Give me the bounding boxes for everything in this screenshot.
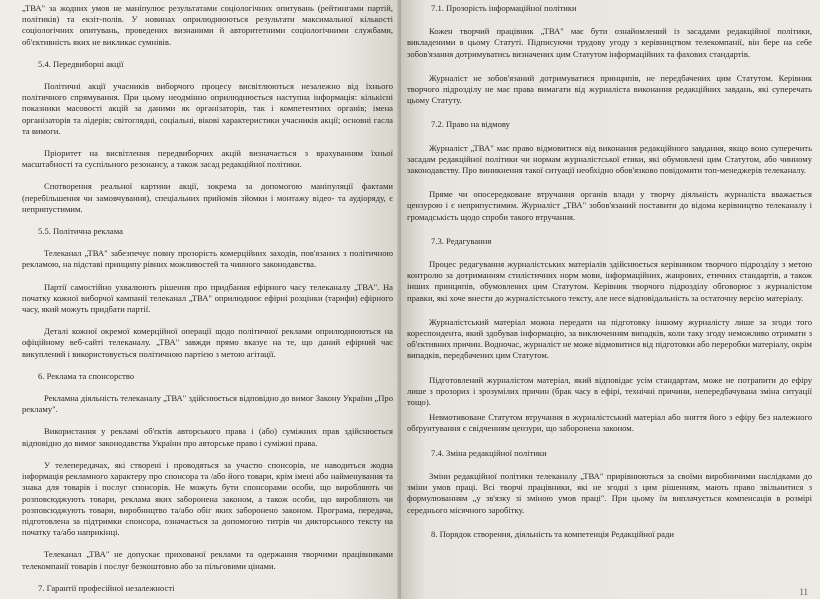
page-number: 11 (799, 587, 808, 597)
section-heading: 7.4. Зміна редакційної політики (431, 447, 547, 458)
paragraph: Зміни редакційної політики телеканалу „ТВА" прирівнюються за своїми виробничими наслідками до зміни умов праці. Всі творчі працівники, які не згодні з цим рішенням, мають право звільнитися з формулюванням „у зв'язку зі зміною умов праці". При цьому їм виплачується компенсація в розмірі середнього місячного заробітку. (407, 470, 812, 515)
section-heading: 5.5. Політична реклама (38, 226, 123, 237)
paragraph: Використання у рекламі об'єктів авторського права і (або) суміжних прав здійснюється відповідно до вимог законодавства України про авторське право і суміжні права. (22, 426, 393, 448)
section-heading: 8. Порядок створення, діяльність та компетенція Редакційної ради (431, 528, 674, 539)
section-heading: 7.2. Право на відмову (431, 119, 510, 130)
paragraph: Телеканал „ТВА" не допускає прихованої реклами та одержання творчими працівниками телекомпанії товарів і послуг безкоштовно або за пільговими цінами. (22, 549, 393, 571)
section-heading: 7.1. Прозорість інформаційної політики (431, 3, 577, 13)
paragraph: У телепередачах, які створені і проводяться за участю спонсорів, не наводиться жодна інформація рекламного характеру про спонсора та /або його товари, крім імені або найменування та знака для товарів і послуг спонсорів. Не можуть бути спонсорами особи, що виробляють чи розповсюджують товари, реклама яких заборонена законом, а також особи, що виробляють чи розповсюджують товари, виробництво та/або обіг яких заборонено законом. Програма, передача, підготовлена за підтримки спонсора, означається за допомогою титрів чи дикторського тексту на початку та/або наприкінці. (22, 459, 393, 538)
paragraph: Телеканал „ТВА" забезпечує повну прозорість комерційних заходів, пов'язаних з політичною рекламою, на підставі принципу рівних можливостей та чинного законодавства. (22, 248, 393, 270)
right-page (401, 0, 820, 599)
paragraph: Пряме чи опосередковане втручання органів влади у творчу діяльність журналіста вважається цензурою і є неприпустимим. Журналіст „ТВА" зобов'язаний поставити до відома керівництво телеканалу і громадськість щодо спроби такого втручання. (407, 189, 812, 222)
paragraph: Пріоритет на висвітлення передвиборчих акцій визначається з врахуванням їхньої масштабності та суспільного резонансу, а також засад редакційної політики. (22, 148, 393, 170)
paragraph: Партії самостійно ухвалюють рішення про придбання ефірного часу телеканалу „ТВА". На початку кожної виборчої кампанії телеканал „ТВА" оприлюднює ефірні розцінки (тарифи) ефірного часу, який можуть придбати партії. (22, 281, 393, 315)
left-page (0, 0, 399, 599)
paragraph: Деталі кожної окремої комерційної операції щодо політичної реклами оприлюднюються на офіційному веб-сайті телеканалу. „ТВА" завжди прямо вказує на те, що даний ефірний час викуплений і використовується політичною партією з метою агітації. (22, 326, 393, 359)
paragraph: Кожен творчий працівник „ТВА" має бути ознайомлений із засадами редакційної політики, викладеними в цьому Статуті. Підписуючи трудову угоду з керівництвом телекомпанії, він бере на себе зобов'язання дотримуватись визначених цим Статутом інформаційних та фахових стандартів. (407, 26, 812, 59)
paragraph: Спотворення реальної картини акції, зокрема за допомогою маніпуляції фактами (перебільшення чи замовчування), спеціальних прийомів зйомки і монтажу відео- та аудіоряду, є неприпустимим. (22, 181, 393, 214)
paragraph: Процес редагування журналістських матеріалів здійснюється керівником творчого підрозділу з метою контролю за дотриманням стилістичних норм мови, інформаційних, жанрових, етичних стандартів, а також інших принципів, обумовлених цим Статутом. Керівник творчого підрозділу обговорює з журналістом правки, які хоче внести до журналістського тексту, але несе відповідальність за остаточну версію матеріалу. (407, 259, 812, 303)
section-heading: 6. Реклама та спонсорство (38, 370, 135, 381)
section-heading: 5.4. Передвиборні акції (38, 58, 124, 69)
paragraph: „ТВА" за жодних умов не маніпулює результатами соціологічних опитувань (рейтингами партій, політиків) та екзіт-полів. У новинах оприлюднюються результати максимальної кількості соціологічних опитувань, проведених визнаними й авторитетними соціологічними службами, об'єктивність яких не викликає сумнівів. (22, 3, 393, 47)
paragraph: Підготовлений журналістом матеріал, який відповідає усім стандартам, може не потрапити до ефіру лише з прозорих і зрозумілих причин (брак часу в ефірі, технічні причини, непередбачувана зміна ситуації тощо). (407, 374, 812, 408)
paragraph: Рекламна діяльність телеканалу „ТВА" здійснюється відповідно до вимог Закону України „Про рекламу". (22, 393, 393, 415)
section-heading: 7. Гарантії професійної незалежності (38, 582, 175, 593)
paragraph: Журналіст не зобов'язаний дотримуватися принципів, не передбачених цим Статутом. Керівник творчого підрозділу не має права вимагати від журналіста виконання редакційних завдань, які суперечать цьому Статуту. (407, 72, 812, 106)
paragraph: Невмотивоване Статутом втручання в журналістський матеріал або зняття його з ефіру без належного обґрунтування є свідченням цензури, що заборонена законом. (407, 412, 812, 434)
section-heading: 7.3. Редагування (431, 235, 492, 246)
paragraph: Політичні акції учасників виборчого процесу висвітлюються незалежно від їхнього політичного спрямування. При цьому неодмінно оприлюднюється наступна інформація: кількісні показники масовості акцій за даними як організаторів, так і компетентних органів; імена організаторів та лідерів; світоглядні, соціальні, вікові характеристики учасників акції; основні гасла та вимоги. (22, 81, 393, 136)
paragraph: Журналіст „ТВА" має право відмовитися від виконання редакційного завдання, якщо воно суперечить засадам редакційної політики чи нормам журналістської етики, які обумовлені цим Статутом, або чинному законодавству. Про виникнення такої ситуації необхідно обов'язково повідомити топ-менеджерів телеканалу. (407, 142, 812, 176)
paragraph: Журналістський матеріал можна передати на підготовку іншому журналісту лише за згоди того кореспондента, який здобував інформацію, за виключенням випадків, коли таку згоду неможливо отримати з об'єктивних причин. Водночас, журналіст не може відмовитися від підготовки або переробки матеріалу, окрім випадків, передбачених цим Статутом. (407, 316, 812, 361)
